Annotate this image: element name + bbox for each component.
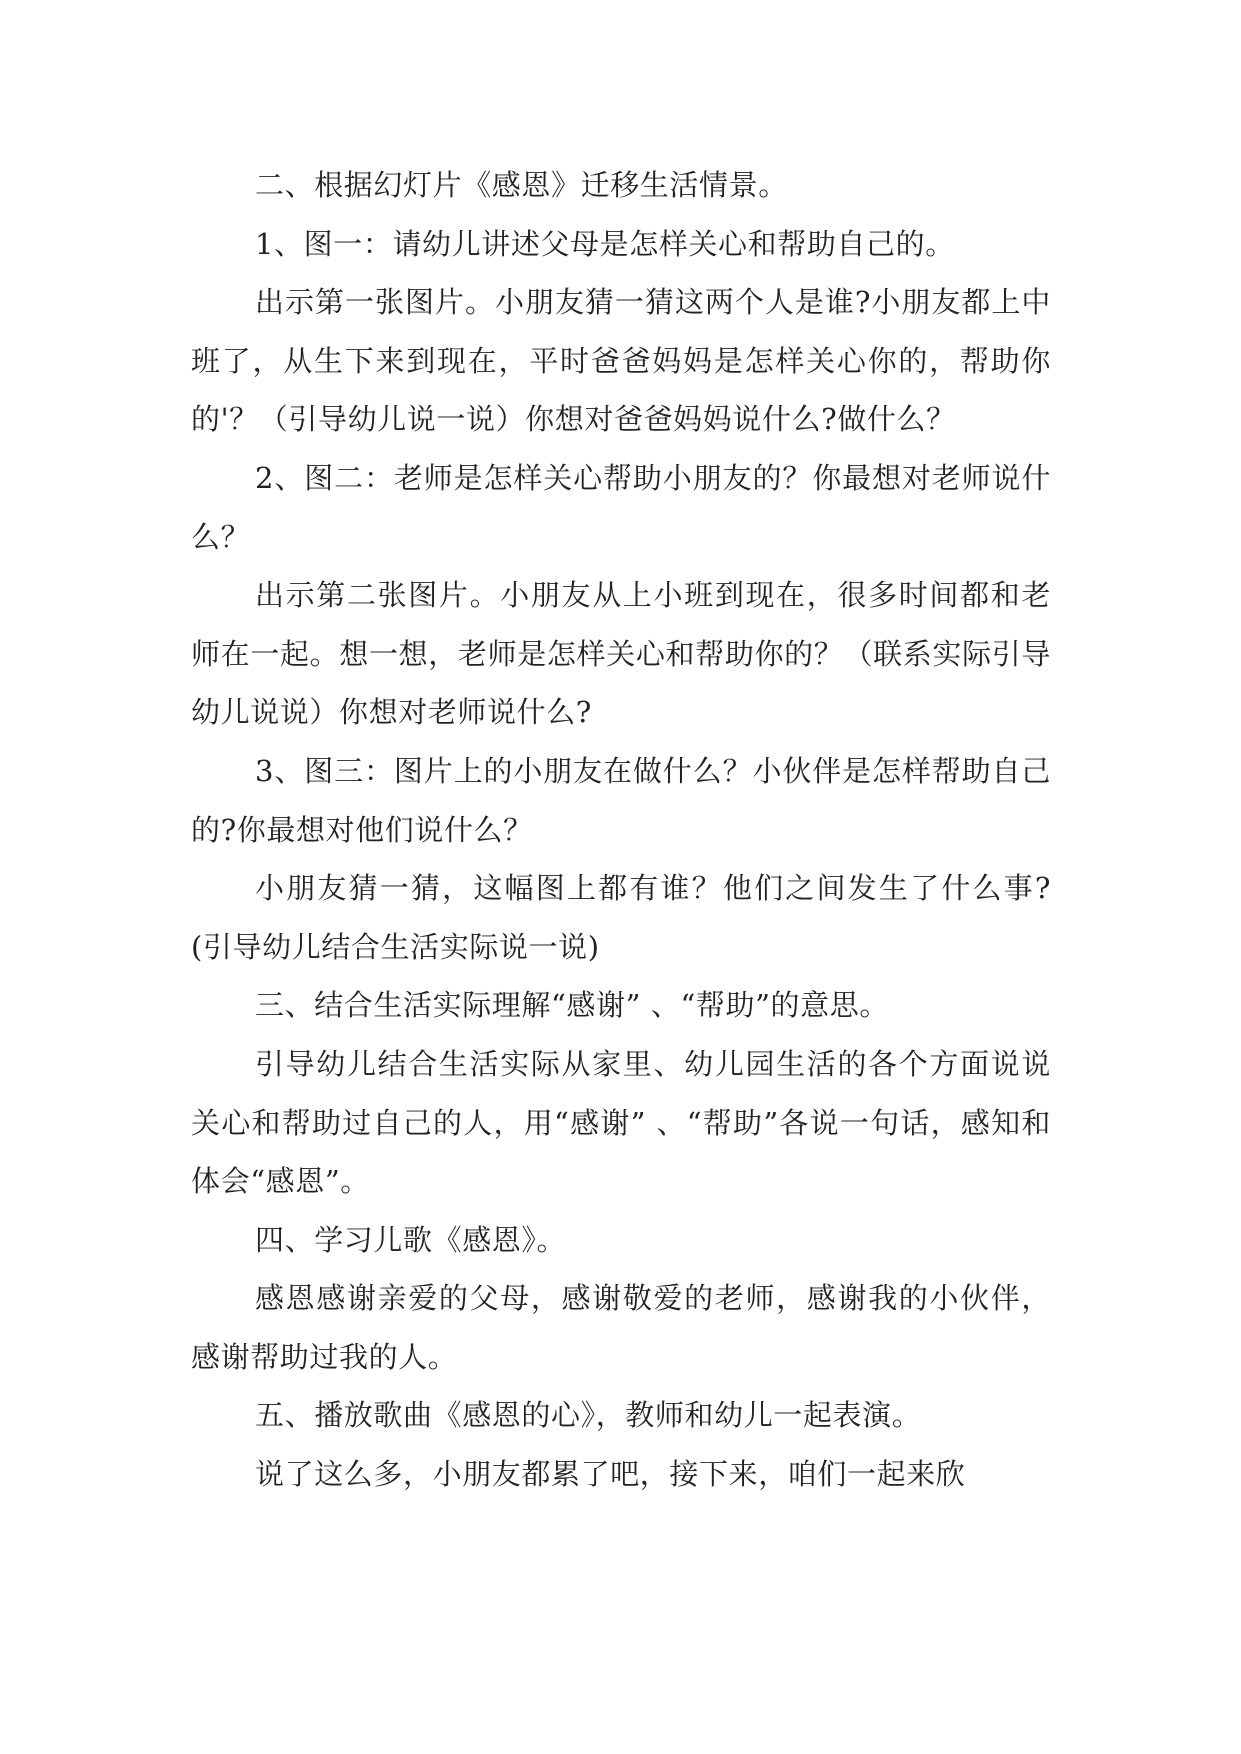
step-picture-three: 3、图三：图片上的小朋友在做什么？小伙伴是怎样帮助自己的?你最想对他们说什么？: [191, 753, 1051, 847]
document-body: [191, 156, 1051, 1504]
paragraph-understanding: 引导幼儿结合生活实际从家里、幼儿园生活的各个方面说说关心和帮助过自己的人，用“感谢” 、“帮助”各说一句话，感知和体会“感恩”。: [191, 1046, 1051, 1199]
section-heading-rhyme: 四、学习儿歌《感恩》。: [255, 1222, 567, 1257]
paragraph-picture-three: 小朋友猜一猜，这幅图上都有谁？他们之间发生了什么事?(引导幼儿结合生活实际说一说): [191, 871, 1051, 964]
section-heading-song: 五、播放歌曲《感恩的心》，教师和幼儿一起表演。: [255, 1398, 922, 1433]
paragraph-picture-two: 出示第二张图片。小朋友从上小班到现在，很多时间都和老师在一起。想一想，老师是怎样关心和帮助你的？（联系实际引导幼儿说说）你想对老师说什么?: [191, 578, 1051, 730]
step-picture-one: 1、图一：请幼儿讲述父母是怎样关心和帮助自己的。: [255, 226, 955, 261]
paragraph-rhyme: 感恩感谢亲爱的父母，感谢敬爱的老师，感谢我的小伙伴，感谢帮助过我的人。: [191, 1281, 1051, 1374]
section-heading-slides: 二、根据幻灯片《感恩》迁移生活情景。: [255, 168, 788, 202]
section-heading-understanding: 三、结合生活实际理解“感谢” 、“帮助”的意思。: [255, 988, 889, 1023]
paragraph-song: 说了这么多，小朋友都累了吧，接下来，咱们一起来欣: [255, 1457, 966, 1492]
step-picture-two: 2、图二：老师是怎样关心帮助小朋友的？你最想对老师说什么？: [191, 460, 1051, 554]
paragraph-picture-one: 出示第一张图片。小朋友猜一猜这两个人是谁?小朋友都上中班了，从生下来到现在，平时爸爸妈妈是怎样关心你的，帮助你的'？（引导幼儿说一说）你想对爸爸妈妈说什么?做什么？: [191, 285, 1051, 437]
